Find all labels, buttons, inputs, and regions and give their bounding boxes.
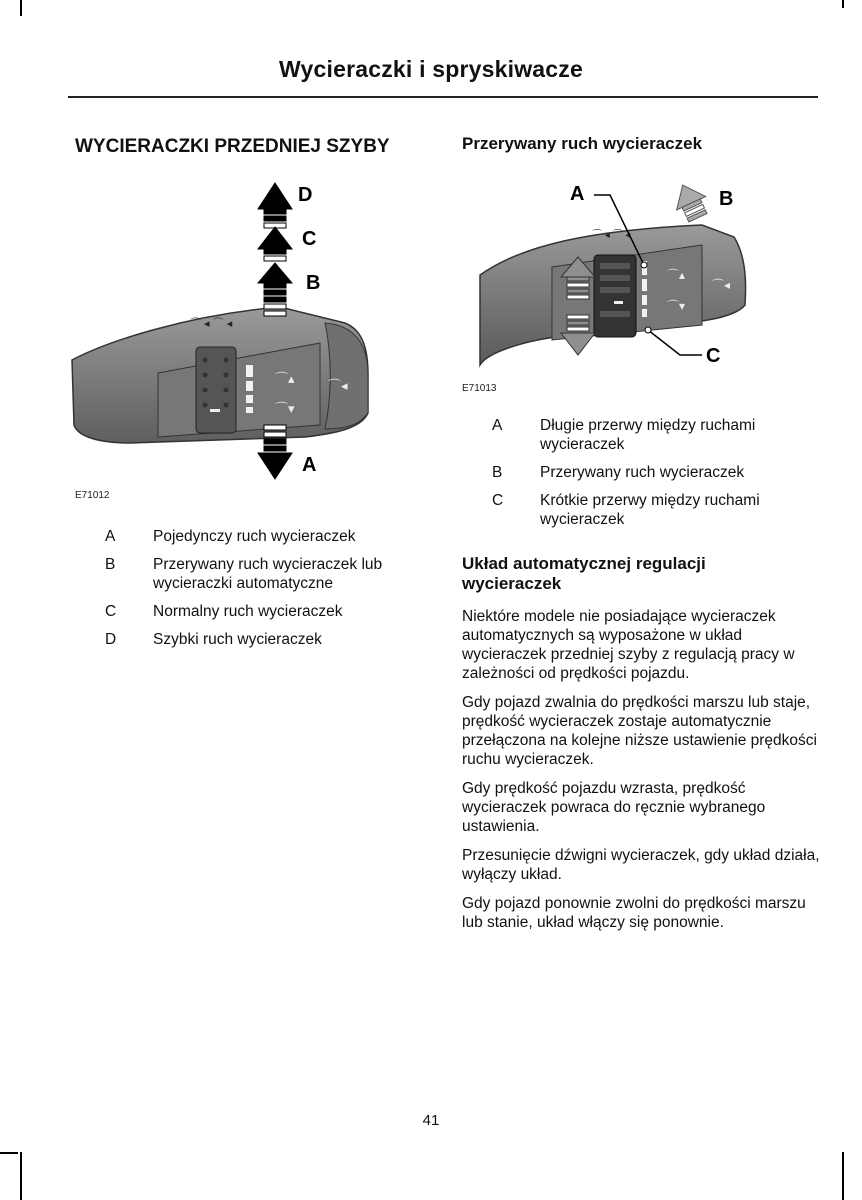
paragraph: Niektóre modele nie posiadające wycieraczek automatycznych są wyposażone w układ wycieraczek przedniej szyby z regulacją pracy w zależności od prędkości pojazdu. bbox=[462, 608, 795, 682]
crop-mark-bottom-left-v bbox=[20, 1152, 22, 1200]
legend-item bbox=[492, 463, 812, 482]
legend-text: Przerywany ruch wycieraczek bbox=[540, 464, 745, 481]
figure-code-right: E71013 bbox=[462, 383, 497, 394]
legend-text: Pojedynczy ruch wycieraczek bbox=[153, 528, 356, 545]
svg-text:⌒▾: ⌒▾ bbox=[275, 401, 295, 416]
legend-item bbox=[105, 527, 425, 546]
callout-c-right: C bbox=[706, 345, 721, 367]
svg-text:⌒▴: ⌒▴ bbox=[667, 268, 686, 282]
page-title: Wycieraczki i spryskiwacze bbox=[279, 56, 583, 82]
intermittent-wiper-stalk-figure bbox=[462, 175, 762, 375]
callout-b: B bbox=[306, 272, 321, 294]
crop-mark-bottom-right bbox=[842, 1152, 844, 1200]
callout-d: D bbox=[298, 184, 313, 206]
svg-text:⌒▴: ⌒▴ bbox=[275, 371, 295, 386]
legend-item bbox=[105, 630, 425, 649]
section-title-intermittent: Przerywany ruch wycieraczek bbox=[462, 134, 703, 153]
legend-key: B bbox=[492, 464, 503, 481]
callout-a: A bbox=[302, 454, 317, 476]
legend-text: Przerywany ruch wycieraczek lub wycieraczki automatyczne bbox=[153, 556, 383, 592]
paragraph: Gdy pojazd ponownie zwolni do prędkości marszu lub stanie, układ włączy się ponownie. bbox=[462, 895, 806, 931]
legend-right bbox=[492, 416, 812, 538]
legend-key: C bbox=[105, 603, 117, 620]
svg-text:⌒▾: ⌒▾ bbox=[667, 299, 686, 313]
figure-code-left: E71012 bbox=[75, 490, 110, 501]
svg-text:⌒ ◂ ⌒ ◂: ⌒ ◂ ⌒ ◂ bbox=[592, 230, 631, 241]
subsection-title-auto-regulation: Układ automatycznej regulacji wycieraczek bbox=[462, 554, 706, 593]
legend-text: Długie przerwy między ruchami wycieraczek bbox=[540, 417, 756, 453]
legend-item bbox=[492, 416, 812, 454]
crop-mark-top-left bbox=[20, 0, 22, 16]
legend-text: Szybki ruch wycieraczek bbox=[153, 631, 322, 648]
legend-key: C bbox=[492, 492, 504, 509]
paragraph: Przesunięcie dźwigni wycieraczek, gdy układ działa, wyłączy układ. bbox=[462, 847, 820, 883]
paragraph: Gdy pojazd zwalnia do prędkości marszu lub staje, prędkość wycieraczek zostaje automatycznie przełączona na kolejne niższe ustawienie prędkości ruchu wycieraczek. bbox=[462, 694, 817, 768]
legend-item bbox=[105, 555, 425, 593]
callout-b-right: B bbox=[719, 188, 734, 210]
body-text-right bbox=[462, 607, 822, 942]
legend-item bbox=[492, 491, 812, 529]
legend-key: B bbox=[105, 556, 116, 573]
legend-key: A bbox=[492, 417, 503, 434]
svg-text:⌒◂: ⌒◂ bbox=[328, 378, 348, 393]
legend-key: A bbox=[105, 528, 116, 545]
paragraph: Gdy prędkość pojazdu wzrasta, prędkość wycieraczek powraca do ręcznie wybranego ustawienia. bbox=[462, 780, 766, 835]
callout-c: C bbox=[302, 228, 317, 250]
legend-item bbox=[105, 602, 425, 621]
legend-left bbox=[105, 527, 425, 658]
svg-text:⌒ ◂ ⌒ ◂: ⌒ ◂ ⌒ ◂ bbox=[190, 318, 233, 330]
legend-text: Normalny ruch wycieraczek bbox=[153, 603, 343, 620]
legend-key: D bbox=[105, 631, 117, 648]
page-number: 41 bbox=[422, 1112, 440, 1129]
crop-mark-bottom-left-h bbox=[0, 1152, 18, 1154]
callout-a-right: A bbox=[570, 183, 585, 205]
section-title-front-wipers: WYCIERACZKI PRZEDNIEJ SZYBY bbox=[75, 136, 390, 157]
legend-text: Krótkie przerwy między ruchami wycieraczek bbox=[540, 492, 760, 528]
front-wiper-stalk-figure bbox=[70, 175, 390, 490]
header-rule bbox=[68, 96, 818, 98]
crop-mark-top-right bbox=[842, 0, 844, 8]
svg-text:⌒◂: ⌒◂ bbox=[712, 278, 731, 292]
